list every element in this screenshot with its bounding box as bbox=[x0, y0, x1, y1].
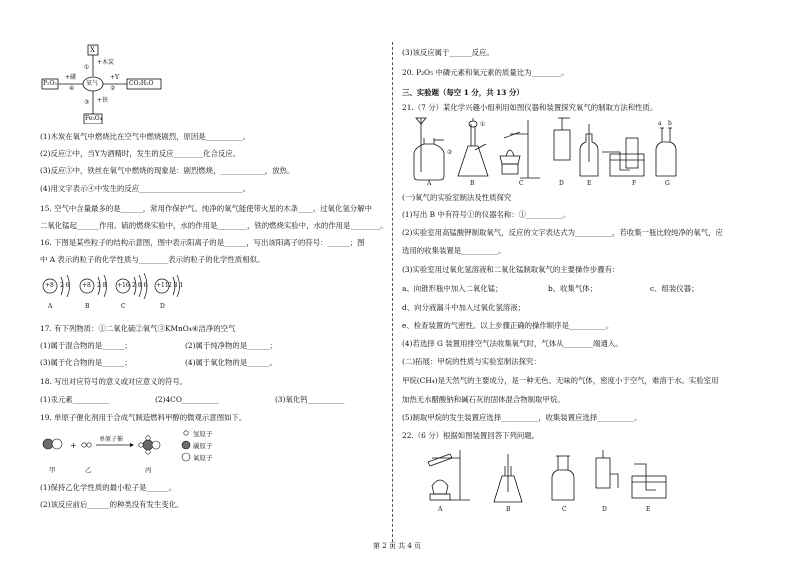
q22-intro: 22.（6 分）根据如图装置回答下列问题。 bbox=[402, 431, 540, 440]
atom-b-electrons: 2 8 bbox=[97, 282, 107, 289]
q21-3-d: d、向分液漏斗中加入过氧化氢溶液； bbox=[402, 303, 525, 312]
q20: 20. P₂O₅ 中磷元素和氧元素的质量比为________。 bbox=[402, 68, 569, 77]
app21-label-d: D bbox=[559, 180, 564, 187]
app21-label-a: A bbox=[427, 180, 432, 187]
app21-label-e: E bbox=[587, 180, 592, 187]
diagram-label-iron: +铁 bbox=[97, 97, 109, 104]
app22-label-c: C bbox=[562, 506, 567, 513]
b-mark-2: ② bbox=[447, 149, 453, 156]
app21-label-f: F bbox=[632, 180, 637, 187]
reaction-bing: 丙 bbox=[145, 466, 152, 474]
q21-3-e: e、检查装置的气密性。以上步骤正确的操作顺序是__________。 bbox=[402, 321, 614, 330]
reaction-yi: 乙 bbox=[85, 466, 92, 474]
diagram-right-box: CO₂H₂O bbox=[129, 80, 154, 87]
diagram-num4: ④ bbox=[69, 85, 75, 92]
diagram-num2: ② bbox=[110, 85, 116, 92]
reaction-plus: + bbox=[70, 441, 77, 450]
atom-label-d: D bbox=[160, 303, 165, 310]
app22-label-d: D bbox=[602, 506, 607, 513]
q19-2: (2)该反应前后______的种类没有发生变化。 bbox=[40, 500, 184, 509]
q21-3-a: a、向锥形瓶中加入二氧化锰； bbox=[402, 284, 503, 293]
q21-part2-title: (二)拓展：甲烷的性质与实验室制法探究： bbox=[402, 357, 541, 366]
q21-2-line2: 选用的收集装置是__________。 bbox=[402, 246, 506, 255]
atom-b-nucleus: +8 bbox=[82, 282, 91, 289]
apparatus-q22 bbox=[410, 444, 680, 506]
q15-line2: 二氧化锰起______作用。硫的燃烧实验中，水的作用是________，铁的燃烧实验中，水的作用是________。 bbox=[40, 221, 388, 230]
atom-label-b: B bbox=[85, 303, 90, 310]
q19-3: (3)该反应属于______反应。 bbox=[402, 48, 494, 57]
q21-3-intro: (3)实验室用过氧化氢溶液和二氧化锰制取氧气的主要操作步骤有： bbox=[402, 265, 620, 274]
q18-2: (2)4CO__________ bbox=[155, 395, 219, 404]
diagram-num1: ① bbox=[84, 64, 90, 71]
q21-1: (1)写出 B 中有符号①的仪器名称：①__________。 bbox=[402, 210, 571, 219]
q21-intro: 21.（7 分）某化学兴趣小组利用如图仪器和装置探究氧气的制取方法和性质。 bbox=[402, 103, 658, 112]
q21-5: (5)制取甲烷的发生装置应选择__________，收集装置应选择__________。 bbox=[402, 413, 642, 422]
q17-4: (4)属于氧化物的是______。 bbox=[185, 358, 277, 367]
page-footer: 第 2 页 共 4 页 bbox=[372, 542, 422, 550]
q17-3: (3)属于化合物的是______； bbox=[40, 358, 132, 367]
atom-structures bbox=[40, 268, 180, 310]
q17-2: (2)属于纯净物的是______； bbox=[185, 341, 277, 350]
app22-label-a: A bbox=[438, 506, 443, 513]
q16-line1: 16. 下图是某些粒子的结构示意图，图中表示阳离子的是______，写出该阳离子的符号：______；图 bbox=[40, 238, 365, 247]
atom-a-electrons: 2 6 bbox=[60, 282, 70, 289]
b-mark-1: ① bbox=[480, 121, 486, 128]
diagram-top-box: X bbox=[90, 46, 95, 54]
atom-c-electrons: 2 8 6 bbox=[132, 282, 148, 289]
section-three-title: 三、实验题（每空 1 分，共 13 分） bbox=[402, 88, 524, 97]
q18-3: (3)氧化钙__________ bbox=[275, 395, 345, 404]
app22-label-e: E bbox=[646, 506, 651, 513]
atom-c-nucleus: +16 bbox=[117, 282, 130, 289]
atom-d-nucleus: +11 bbox=[156, 282, 169, 289]
q14-2: (2)反应②中，当Y为酒精时，发生的反应________化合反应。 bbox=[40, 149, 241, 158]
legend-carbon: 碳原子 bbox=[193, 442, 213, 450]
q18-1: (1)汞元素__________ bbox=[40, 395, 110, 404]
q14-4: (4)用文字表示④中发生的反应____________________________。 bbox=[40, 184, 251, 193]
diagram-left-box: P₂O₅ bbox=[43, 80, 57, 87]
legend-oxygen: 氧原子 bbox=[193, 454, 213, 462]
app21-label-g: G bbox=[665, 180, 670, 187]
q21-2-line1: (2)实验室用高锰酸钾制取氧气，反应的文字表达式为__________，若收集一瓶比较纯净的氧气，应 bbox=[402, 228, 723, 237]
diagram-label-phosphorus: +磷 bbox=[65, 74, 77, 81]
atom-label-c: C bbox=[121, 303, 126, 310]
atom-a-nucleus: +8 bbox=[45, 282, 54, 289]
q21-3-b: b、收集气体； bbox=[548, 284, 598, 293]
diagram-num3: ③ bbox=[84, 99, 90, 106]
q21-4: (4)若选择 G 装置用排空气法收集氧气时，气体从________端通入。 bbox=[402, 339, 623, 348]
diagram-center: 氧气 bbox=[86, 80, 99, 87]
g-port-b: b bbox=[668, 120, 672, 127]
reaction-jia: 甲 bbox=[49, 466, 56, 474]
q15-line1: 15. 空气中含量最多的是______，常用作保护气。纯净的氧气能使带火星的木条____。过氧化氢分解中 bbox=[40, 204, 372, 213]
q17-1: (1)属于混合物的是______； bbox=[40, 341, 132, 350]
app21-label-c: C bbox=[519, 180, 524, 187]
apparatus-q21 bbox=[410, 114, 710, 184]
q14-1: (1)木炭在氧气中燃烧比在空气中燃烧剧烈，原因是__________。 bbox=[40, 132, 251, 141]
q21-methane-line2: 加热无水醋酸钠和碱石灰的固体混合物制取甲烷。 bbox=[402, 395, 565, 404]
diagram-label-charcoal: +木炭 bbox=[97, 59, 115, 66]
q17-intro: 17. 有下列物质：①二氧化硫②氧气③KMnO₄④洁净的空气 bbox=[40, 324, 236, 333]
q21-methane-line1: 甲烷(CH₄)是天然气的主要成分，是一种无色、无味的气体，密度小于空气，难溶于水。实验室用 bbox=[402, 376, 719, 385]
atom-d-electrons: 2 8 1 bbox=[168, 282, 184, 289]
legend-hydrogen: 氢原子 bbox=[193, 430, 213, 438]
q14-3: (3)反应③中，铁丝在氧气中燃烧的现象是：剧烈燃烧，____________，放热。 bbox=[40, 166, 295, 175]
atom-label-a: A bbox=[48, 303, 53, 310]
q16-line2: 中 A 表示的粒子的化学性质与________表示的粒子的化学性质相似。 bbox=[40, 255, 265, 264]
app22-label-b: B bbox=[506, 506, 511, 513]
q21-part1-title: (一)氧气的实验室制法及性质探究 bbox=[402, 193, 512, 202]
g-port-a: a bbox=[658, 120, 662, 127]
reaction-catalyst: 单原子催 bbox=[99, 436, 124, 443]
app21-label-b: B bbox=[470, 180, 475, 187]
diagram-label-y: +Y bbox=[110, 74, 119, 81]
diagram-bottom-box: Fe₃O₄ bbox=[85, 115, 103, 122]
column-divider bbox=[392, 42, 394, 547]
q21-3-c: c、组装仪器； bbox=[650, 284, 699, 293]
q19-1: (1)保持乙化学性质的最小粒子是______。 bbox=[40, 483, 177, 492]
q18-intro: 18. 写出对应符号的意义或对应意义的符号。 bbox=[40, 377, 188, 386]
q19-intro: 19. 单原子催化剂用于合成气制造燃料甲醇的微观示意图如下。 bbox=[40, 413, 247, 422]
